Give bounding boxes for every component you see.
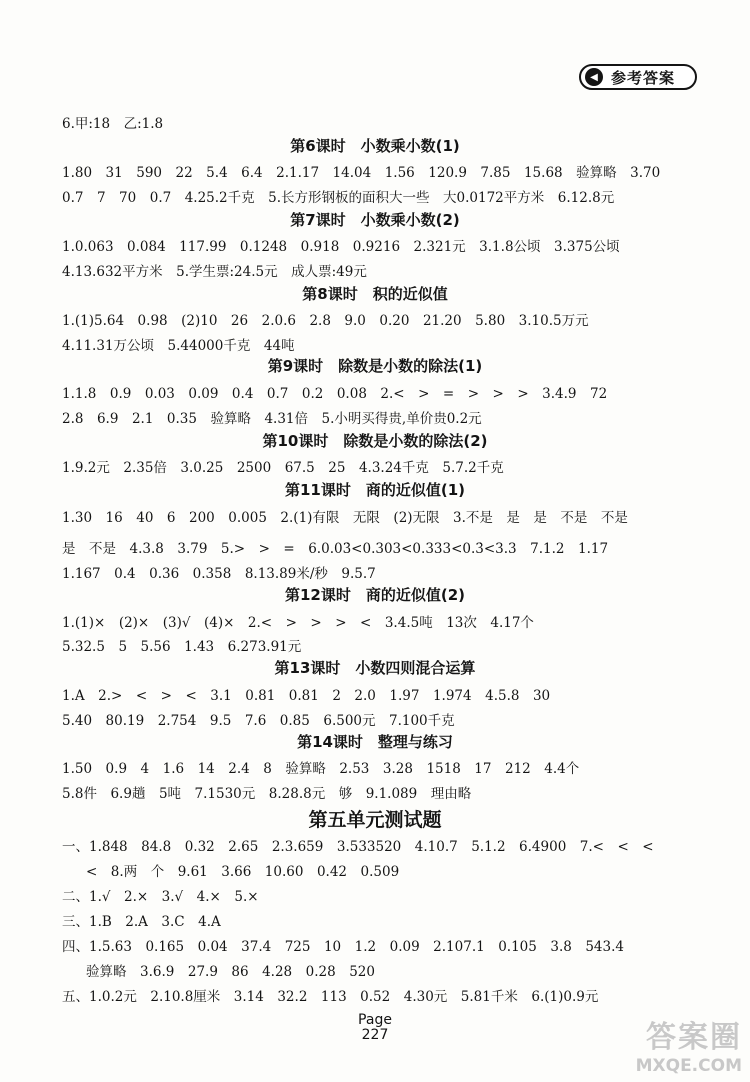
- lesson-heading: 第7课时 小数乘小数(2): [290, 211, 460, 229]
- badge-label: 参考答案: [611, 68, 676, 87]
- answer-line: 4.13.632平方米 5.学生票:24.5元 成人票:49元: [62, 264, 367, 280]
- answer-line: 5.40 80.19 2.754 9.5 7.6 0.85 6.500元 7.100千克: [62, 713, 455, 729]
- answer-line: 五、1.0.2元 2.10.8厘米 3.14 32.2 113 0.52 4.30元 5.81千米 6.(1)0.9元: [62, 989, 599, 1005]
- watermark-line2: MXQE.COM: [635, 1056, 742, 1076]
- answer-line: 1.A 2.> < > < 3.1 0.81 0.81 2 2.0 1.97 1.974 4.5.8 30: [62, 688, 551, 704]
- lesson-heading: 第14课时 整理与练习: [297, 733, 453, 751]
- watermark-line1: 答案圈: [646, 1020, 742, 1055]
- answer-line: 6.甲:18 乙:1.8: [62, 116, 164, 132]
- lesson-heading: 第13课时 小数四则混合运算: [274, 659, 476, 677]
- answer-line: 5.32.5 5 5.56 1.43 6.273.91元: [62, 639, 302, 655]
- lesson-heading: 第12课时 商的近似值(2): [284, 586, 466, 604]
- lesson-heading: 第11课时 商的近似值(1): [284, 481, 466, 499]
- answer-line: 1.9.2元 2.35倍 3.0.25 2500 67.5 25 4.3.24千克 5.7.2千克: [62, 460, 504, 476]
- answer-key-badge: [579, 64, 697, 90]
- watermark: [636, 1012, 742, 1076]
- answer-line: 1.0.063 0.084 117.99 0.1248 0.918 0.9216 2.321元 3.1.8公顷 3.375公顷: [62, 239, 620, 255]
- answer-line: 4.11.31万公顷 5.44000千克 44吨: [62, 338, 295, 354]
- answer-line: 是 不是 4.3.8 3.79 5.> > = 6.0.03̇<0.303<0.333<0.3̇<3.3 7.1.2 1.17: [62, 541, 609, 557]
- answer-line: 1.50 0.9 4 1.6 14 2.4 8 验算略 2.53 3.28 1518 17 212 4.4个: [62, 761, 580, 777]
- lesson-heading: 第9课时 除数是小数的除法(1): [267, 357, 483, 375]
- answer-line: 0.7 7 70 0.7 4.25.2千克 5.长方形钢板的面积大一些 大0.0172平方米 6.12.8元: [62, 190, 615, 206]
- answer-line: 1.(1)5.64 0.98 (2)10 26 2.0.6 2.8 9.0 0.20 21.20 5.80 3.10.5万元: [62, 313, 589, 329]
- answer-line: 1.1.8 0.9 0.03 0.09 0.4 0.7 0.2 0.08 2.< > = > > > 3.4.9 72: [62, 386, 608, 402]
- unit-test-title: 第五单元测试题: [308, 809, 442, 831]
- answer-line: 二、1.√ 2.× 3.√ 4.× 5.×: [62, 889, 259, 905]
- answer-line: 2.8 6.9 2.1 0.35 验算略 4.31倍 5.小明买得贵,单价贵0.2元: [62, 411, 482, 427]
- answer-line: 1.30 16 40 6 200 0.005 2.(1)有限 无限 (2)无限 3.不是 是 是 不是 不是: [62, 510, 628, 526]
- answer-line: 验算略 3.6.9 27.9 86 4.28 0.28 520: [86, 964, 375, 980]
- lesson-heading: 第6课时 小数乘小数(1): [290, 137, 460, 155]
- answer-line: 1.(1)× (2)× (3)√ (4)× 2.< > > > < 3.4.5吨 13次 4.17个: [62, 615, 534, 631]
- answer-line: 一、1.848 84.8 0.32 2.65 2.3.659 3.533520 4.10.7 5.1.2 6.4900 7.< < <: [62, 839, 654, 855]
- lesson-heading: 第10课时 除数是小数的除法(2): [262, 432, 488, 450]
- answer-line: 1.80 31 590 22 5.4 6.4 2.1.17 14.04 1.56 120.9 7.85 15.68 验算略 3.70: [62, 165, 661, 181]
- page-footer-label: Page: [358, 1012, 392, 1028]
- page-number: 227: [361, 1027, 389, 1043]
- answer-line: 三、1.B 2.A 3.C 4.A: [62, 914, 221, 930]
- answer-line: < 8.两 个 9.61 3.66 10.60 0.42 0.509: [86, 864, 400, 880]
- play-left-icon: ◀: [585, 68, 603, 86]
- answer-line: 1.167 0.4 0.36 0.358 8.13.89米/秒 9.5.7: [62, 566, 376, 582]
- answer-line: 5.8件 6.9趟 5吨 7.1530元 8.28.8元 够 9.1.089 理由略: [62, 786, 472, 802]
- lesson-heading: 第8课时 积的近似值: [302, 285, 448, 303]
- answer-line: 四、1.5.63 0.165 0.04 37.4 725 10 1.2 0.09 2.107.1 0.105 3.8 543.4: [62, 939, 624, 955]
